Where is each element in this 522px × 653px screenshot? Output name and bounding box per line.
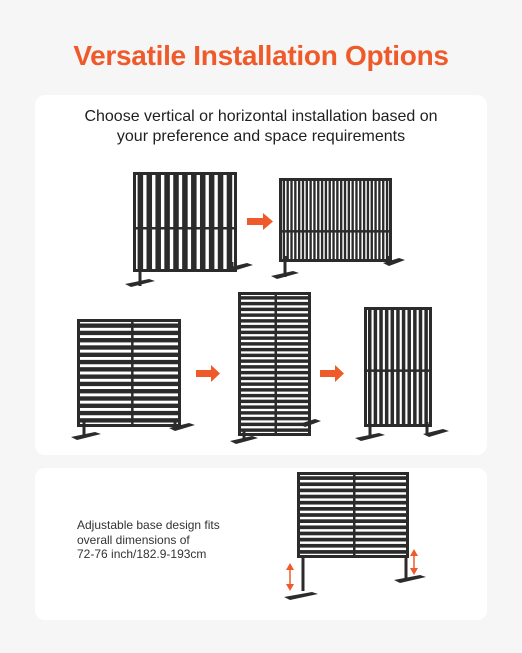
slat [302, 181, 304, 259]
slat [391, 310, 394, 424]
panel-frame [279, 178, 392, 181]
slat [348, 181, 350, 259]
slat [368, 310, 371, 424]
panel-frame [364, 424, 432, 427]
slat [355, 181, 357, 259]
slat [340, 181, 342, 259]
panel-rail [133, 227, 237, 230]
installation-description: Choose vertical or horizontal installation based on your preference and space requirements [84, 108, 438, 145]
vertical-slat-panel-small [125, 172, 253, 287]
slat [309, 181, 311, 259]
slat [227, 175, 233, 269]
slat [147, 175, 153, 269]
panel-frame [238, 292, 241, 436]
slat [386, 181, 388, 259]
panel-frame [77, 319, 80, 427]
vertical-slat-panel-wide [271, 178, 405, 279]
slat [313, 181, 315, 259]
slat [382, 181, 384, 259]
slat [359, 181, 361, 259]
panel-frame [364, 307, 367, 427]
slat [80, 396, 178, 400]
slat [218, 175, 224, 269]
slat [80, 345, 178, 349]
slat [379, 310, 382, 424]
slat [283, 181, 285, 259]
panel-frame [297, 472, 300, 558]
slat [80, 353, 178, 357]
slat [155, 175, 161, 269]
slat [290, 181, 292, 259]
slat [80, 360, 178, 364]
slat [351, 181, 353, 259]
slat [317, 181, 319, 259]
panel-frame [279, 178, 282, 262]
panel-frame [364, 307, 432, 310]
page-title: Versatile Installation Options [73, 40, 449, 71]
slat [424, 310, 427, 424]
slat [80, 323, 178, 327]
panel-frame [279, 259, 392, 262]
panel-frame [133, 172, 237, 175]
panel-rail [279, 230, 392, 233]
arrow-right-icon [320, 365, 344, 382]
slat [344, 181, 346, 259]
panel-rail [364, 369, 432, 372]
slat [80, 404, 178, 408]
vertical-slat-panel-tall [355, 307, 449, 441]
panel-frame [178, 319, 181, 427]
panel-frame [406, 472, 409, 558]
support-post [387, 256, 390, 262]
slat [80, 418, 178, 422]
slat [374, 181, 376, 259]
slat [378, 181, 380, 259]
slat [80, 338, 178, 342]
adjustable-base-panel [284, 472, 426, 600]
arrow-right-icon [196, 365, 220, 382]
panel-frame [389, 178, 392, 262]
slat [209, 175, 215, 269]
slat [80, 411, 178, 415]
slat [402, 310, 405, 424]
up-down-arrow-icon [410, 549, 418, 575]
slat [329, 181, 331, 259]
slat [367, 181, 369, 259]
slat [80, 382, 178, 386]
slat [374, 310, 377, 424]
base-foot [71, 432, 101, 440]
base-foot [394, 575, 426, 583]
support-post [426, 422, 429, 434]
panel-frame [77, 319, 181, 322]
panel-rail [275, 292, 278, 436]
slat [164, 175, 170, 269]
panel-frame [429, 307, 432, 427]
slat [294, 181, 296, 259]
slat [80, 367, 178, 371]
slat [413, 310, 416, 424]
panel-frame [234, 172, 237, 272]
panel-rail [353, 472, 356, 558]
slat [80, 374, 178, 378]
slat [385, 310, 388, 424]
base-foot [284, 592, 318, 600]
arrow-right-icon [247, 213, 273, 230]
slat [191, 175, 197, 269]
slat [332, 181, 334, 259]
support-post [302, 558, 305, 591]
support-post [405, 558, 408, 579]
panel-frame [133, 172, 136, 272]
panel-frame [308, 292, 311, 436]
slat [80, 331, 178, 335]
slat [396, 310, 399, 424]
slat [321, 181, 323, 259]
panel-frame [133, 269, 237, 272]
up-down-arrow-icon [286, 563, 294, 591]
panel-rail [131, 319, 134, 427]
slat [287, 181, 289, 259]
slat [419, 310, 422, 424]
slat [138, 175, 144, 269]
slat [200, 175, 206, 269]
panel-frame [77, 424, 181, 427]
slat [298, 181, 300, 259]
slat [182, 175, 188, 269]
slat [363, 181, 365, 259]
horizontal-slat-panel [71, 319, 195, 440]
slat [325, 181, 327, 259]
horizontal-slat-panel-tall [230, 292, 321, 444]
slat [173, 175, 179, 269]
slat [336, 181, 338, 259]
base-description: Adjustable base design fits overall dimensions of 72-76 inch/182.9-193cm [77, 518, 220, 561]
slat [407, 310, 410, 424]
slat [306, 181, 308, 259]
slat [371, 181, 373, 259]
slat [80, 389, 178, 393]
